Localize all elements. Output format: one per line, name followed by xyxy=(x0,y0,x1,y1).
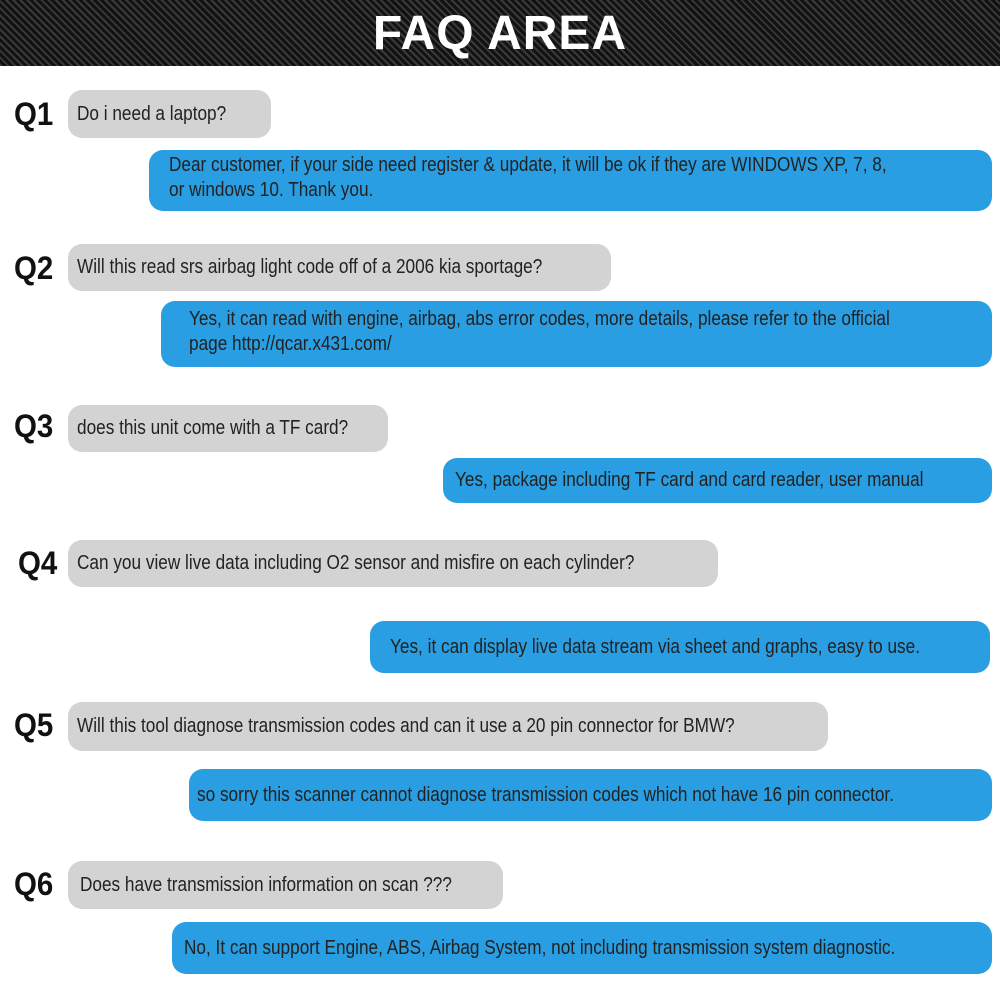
question-bubble-q5 xyxy=(68,702,828,751)
question-number-q2: Q2 xyxy=(14,250,54,286)
question-number-q1: Q1 xyxy=(14,96,54,132)
question-bubble-q4 xyxy=(68,540,718,587)
answer-text-q1-line1: Dear customer, if your side need register & update, it will be ok if they are WINDOWS XP, 7, 8, xyxy=(169,154,887,176)
answer-text-q1-line2: or windows 10. Thank you. xyxy=(169,179,374,201)
question-bubble-q1 xyxy=(68,90,271,138)
answer-bubble-q1 xyxy=(149,150,992,211)
question-text-q3: does this unit come with a TF card? xyxy=(77,417,349,439)
question-bubble-q3 xyxy=(68,405,388,452)
answer-bubble-q2 xyxy=(161,301,992,367)
answer-bubble-q5 xyxy=(189,769,992,821)
page-title: FAQ AREA xyxy=(372,7,628,60)
answer-text-q2-line2: page http://qcar.x431.com/ xyxy=(189,333,392,355)
answer-text-q3: Yes, package including TF card and card reader, user manual xyxy=(455,469,924,491)
question-text-q2: Will this read srs airbag light code off of a 2006 kia sportage? xyxy=(77,256,543,278)
question-bubble-q2 xyxy=(68,244,611,291)
answer-bubble-q3 xyxy=(443,458,992,503)
answer-bubble-q6 xyxy=(172,922,992,974)
question-text-q4: Can you view live data including O2 sensor and misfire on each cylinder? xyxy=(77,552,635,574)
answer-text-q4: Yes, it can display live data stream via sheet and graphs, easy to use. xyxy=(390,635,921,658)
answer-text-q6: No, It can support Engine, ABS, Airbag System, not including transmission system diagnostic. xyxy=(184,936,896,959)
faq-header-banner xyxy=(0,0,1000,66)
answer-bubble-q4 xyxy=(370,621,990,673)
question-bubble-q6 xyxy=(68,861,503,909)
question-text-q1: Do i need a laptop? xyxy=(77,102,227,125)
answer-text-q5: so sorry this scanner cannot diagnose transmission codes which not have 16 pin connector. xyxy=(197,783,895,806)
question-number-q3: Q3 xyxy=(14,408,54,444)
answer-text-q2-line1: Yes, it can read with engine, airbag, abs error codes, more details, please refer to the official xyxy=(189,308,890,330)
question-text-q6: Does have transmission information on scan ??? xyxy=(80,873,452,896)
question-number-q5: Q5 xyxy=(14,707,54,743)
question-number-q4: Q4 xyxy=(18,545,58,581)
question-number-q6: Q6 xyxy=(14,866,54,902)
question-text-q5: Will this tool diagnose transmission codes and can it use a 20 pin connector for BMW? xyxy=(77,715,735,737)
